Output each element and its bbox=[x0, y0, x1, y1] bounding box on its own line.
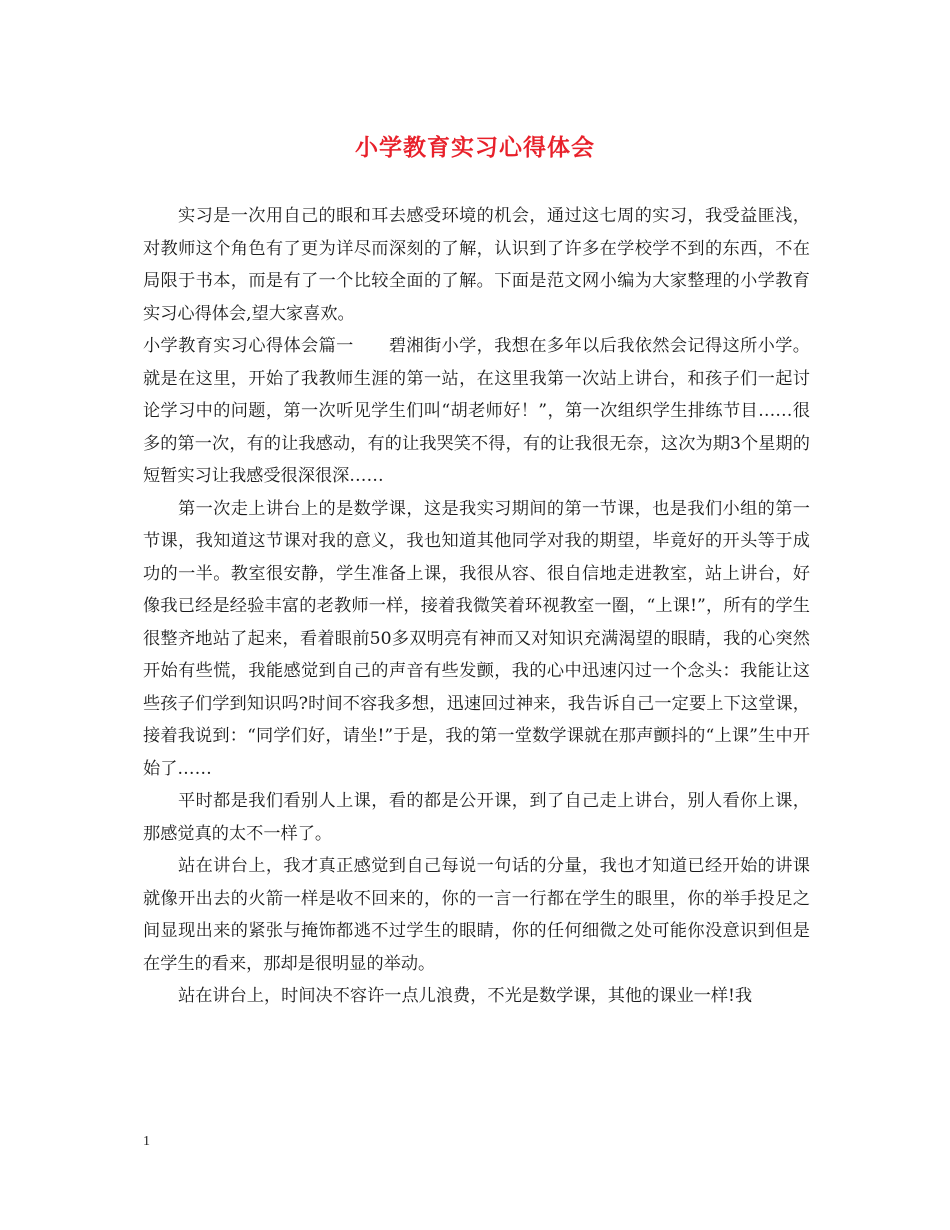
paragraph-3: 第一次走上讲台上的是数学课，这是我实习期间的第一节课，也是我们小组的第一节课，我知道这节课对我的意义，我也知道其他同学对我的期望，毕竟好的开头等于成功的一半。教室很安静，学生准备上课，我很从容、很自信地走进教室，站上讲台，好像我已经是经验丰富的老教师一样，接着我微笑着环视教室一圈，“上课!”，所有的学生很整齐地站了起来，看着眼前50多双明亮有神而又对知识充满渴望的眼睛，我的心突然开始有些慌，我能感觉到自己的声音有些发颤，我的心中迅速闪过一个念头：我能让这些孩子们学到知识吗?时间不容我多想，迅速回过神来，我告诉自己一定要上下这堂课，接着我说到：“同学们好，请坐!”于是，我的第一堂数学课就在那声颤抖的“上课”生中开始了…… bbox=[143, 498, 810, 779]
paragraph-6: 站在讲台上，时间决不容许一点儿浪费，不光是数学课，其他的课业一样!我 bbox=[178, 986, 753, 1006]
paragraph-2: 小学教育实习心得体会篇一 碧湘街小学，我想在多年以后我依然会记得这所小学。就是在这里，开始了我教师生涯的第一站，在这里我第一次站上讲台，和孩子们一起讨论学习中的问题，第一次听见学生们叫“胡老师好！”，第一次组织学生排练节目……很多的第一次，有的让我感动，有的让我哭笑不得，有的让我很无奈，这次为期3个星期的短暂实习让我感受很深很深…… bbox=[143, 336, 810, 486]
paragraph-1: 实习是一次用自己的眼和耳去感受环境的机会，通过这七周的实习，我受益匪浅，对教师这个角色有了更为详尽而深刻的了解，认识到了许多在学校学不到的东西，不在局限于书本，而是有了一个比较全面的了解。下面是范文网小编为大家整理的小学教育实习心得体会,望大家喜欢。 bbox=[143, 206, 810, 324]
document-body bbox=[143, 200, 810, 1013]
paragraph-5: 站在讲台上，我才真正感觉到自己每说一句话的分量，我也才知道已经开始的讲课就像开出去的火箭一样是收不回来的，你的一言一行都在学生的眼里，你的举手投足之间显现出来的紧张与掩饰都逃不过学生的眼睛，你的任何细微之处可能你没意识到但是在学生的看来，那却是很明显的举动。 bbox=[143, 856, 810, 974]
page-number: 1 bbox=[143, 1134, 150, 1149]
paragraph-4: 平时都是我们看别人上课，看的都是公开课，到了自己走上讲台，别人看你上课，那感觉真的太不一样了。 bbox=[143, 791, 810, 844]
document-title: 小学教育实习心得体会 bbox=[355, 134, 595, 161]
